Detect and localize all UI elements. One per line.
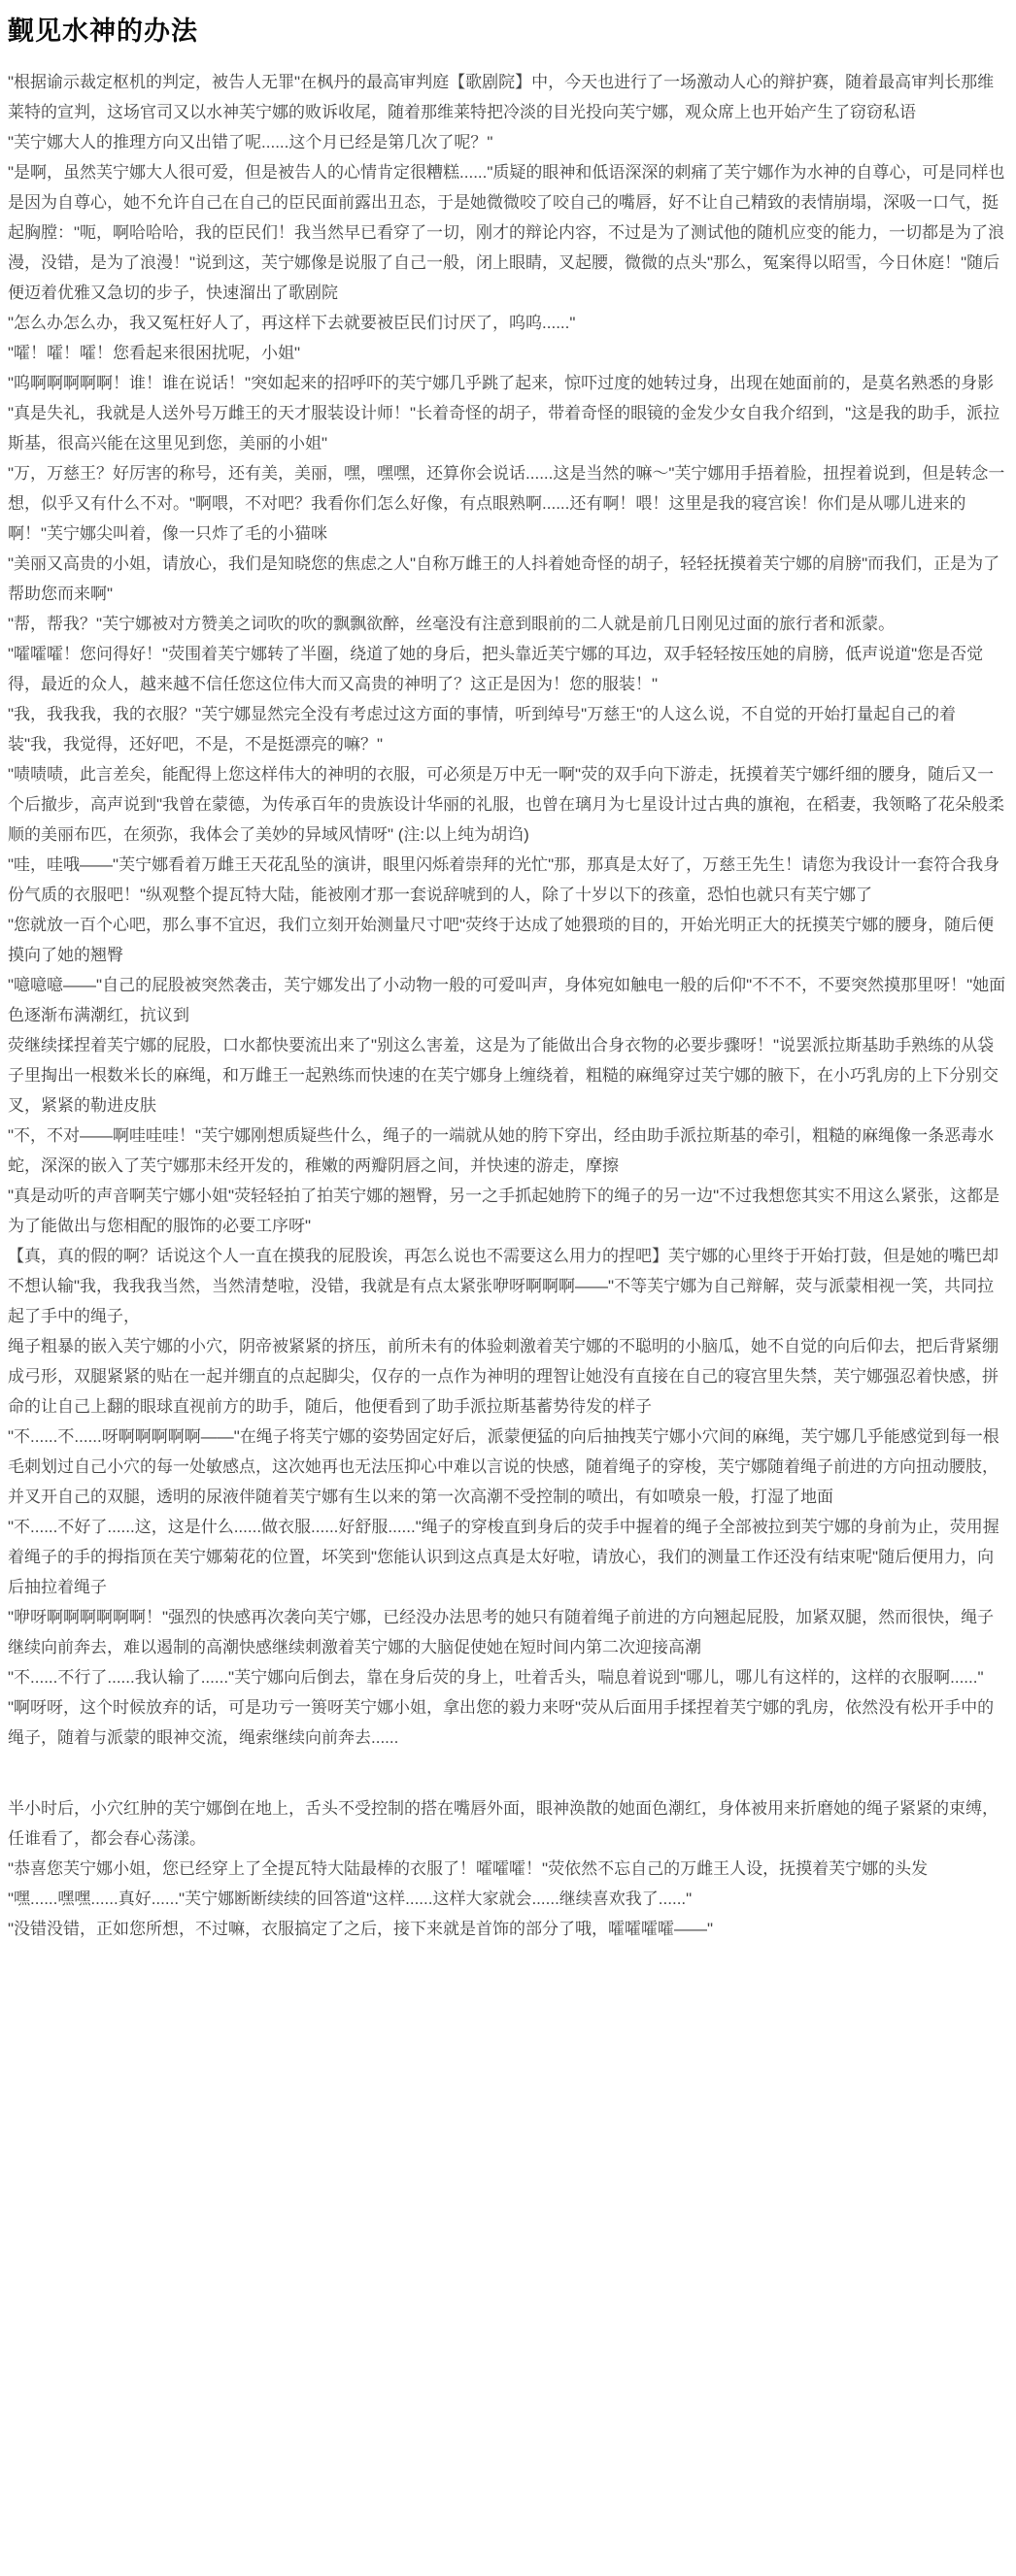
story-paragraph: "嚯嚯嚯！您问得好！"荧围着芙宁娜转了半圈，绕道了她的身后，把头靠近芙宁娜的耳边，双手轻轻按压她的肩膀，低声说道"您是否觉得，最近的众人，越来越不信任您这位伟大而又高贵的神明了？这正是因为！您的服装！" — [8, 645, 984, 693]
story-paragraph: "嚯！嚯！嚯！您看起来很困扰呢，小姐" — [8, 344, 301, 362]
story-paragraph: "根据谕示裁定枢机的判定，被告人无罪"在枫丹的最高审判庭【歌剧院】中，今天也进行了一场激动人心的辩护赛，随着最高审判长那维莱特的宣判，这场官司又以水神芙宁娜的败诉收尾，随着那维莱特把冷淡的目光投向芙宁娜，观众席上也开始产生了窃窃私语 — [8, 73, 995, 121]
story-paragraph: "不......不好了......这，这是什么......做衣服......好舒服......"绳子的穿梭直到身后的荧手中握着的绳子全部被拉到芙宁娜的身前为止，荧用握着绳子的手的拇指顶在芙宁娜菊花的位置，坏笑到"您能认识到这点真是太好啦，请放心，我们的测量工作还没有结束呢"随后便用力，向后抽拉着绳子 — [8, 1518, 999, 1596]
story-paragraph: "帮，帮我？"芙宁娜被对方赞美之词吹的吹的飘飘欲醉，丝毫没有注意到眼前的二人就是前几日刚见过面的旅行者和派蒙。 — [8, 615, 896, 633]
story-paragraph: "咿呀啊啊啊啊啊啊！"强烈的快感再次袭向芙宁娜，已经没办法思考的她只有随着绳子前进的方向翘起屁股，加紧双腿，然而很快，绳子继续向前奔去，难以遏制的高潮快感继续刺激着芙宁娜的大脑促使她在短时间内第二次迎接高潮 — [8, 1608, 995, 1656]
story-paragraph: "万，万慈王？好厉害的称号，还有美，美丽，嘿，嘿嘿，还算你会说话......这是当然的嘛～"芙宁娜用手捂着脸，扭捏着说到，但是转念一想，似乎又有什么不对。"啊喂，不对吧？我看你们怎么好像，有点眼熟啊......还有啊！喂！这里是我的寝宫诶！你们是从哪儿进来的啊！"芙宁娜尖叫着，像一只炸了毛的小猫咪 — [8, 464, 1005, 543]
story-paragraph: 荧继续揉捏着芙宁娜的屁股，口水都快要流出来了"别这么害羞，这是为了能做出合身衣物的必要步骤呀！"说罢派拉斯基助手熟练的从袋子里掏出一根数米长的麻绳，和万雌王一起熟练而快速的在芙宁娜身上缠绕着，粗糙的麻绳穿过芙宁娜的腋下，在小巧乳房的上下分别交叉，紧紧的勒进皮肤 — [8, 1036, 999, 1115]
story-paragraph: "恭喜您芙宁娜小姐，您已经穿上了全提瓦特大陆最棒的衣服了！嚯嚯嚯！"荧依然不忘自己的万雌王人设，抚摸着芙宁娜的头发 — [8, 1859, 929, 1878]
story-paragraph: "嘿......嘿嘿......真好......"芙宁娜断断续续的回答道"这样......这样大家就会......继续喜欢我了......" — [8, 1890, 693, 1908]
story-paragraph: "芙宁娜大人的推理方向又出错了呢......这个月已经是第几次了呢？" — [8, 133, 493, 151]
story-paragraph: "哇，哇哦——"芙宁娜看着万雌王天花乱坠的演讲，眼里闪烁着崇拜的光忙"那，那真是太好了，万慈王先生！请您为我设计一套符合我身份气质的衣服吧！"纵观整个提瓦特大陆，能被刚才那一套说辞唬到的人，除了十岁以下的孩童，恐怕也就只有芙宁娜了 — [8, 855, 1000, 904]
story-paragraph: "不，不对——啊哇哇哇！"芙宁娜刚想质疑些什么，绳子的一端就从她的胯下穿出，经由助手派拉斯基的牵引，粗糙的麻绳像一条恶毒水蛇，深深的嵌入了芙宁娜那未经开发的，稚嫩的两瓣阴唇之间，并快速的游走，摩擦 — [8, 1126, 995, 1175]
story-paragraph: "真是动听的声音啊芙宁娜小姐"荧轻轻拍了拍芙宁娜的翘臀，另一之手抓起她胯下的绳子的另一边"不过我想您其实不用这么紧张，这都是为了能做出与您相配的服饰的必要工序呀" — [8, 1187, 1000, 1235]
story-paragraph: "啊呀呀，这个时候放弃的话，可是功亏一篑呀芙宁娜小姐，拿出您的毅力来呀"荧从后面用手揉捏着芙宁娜的乳房，依然没有松开手中的绳子，随着与派蒙的眼神交流，绳索继续向前奔去...... — [8, 1698, 995, 1747]
story-paragraph: "美丽又高贵的小姐，请放心，我们是知晓您的焦虑之人"自称万雌王的人抖着她奇怪的胡子，轻轻抚摸着芙宁娜的肩膀"而我们，正是为了帮助您而来啊" — [8, 554, 1000, 603]
page-title: 觐见水神的办法 — [8, 17, 198, 46]
story-paragraph: "真是失礼，我就是人送外号万雌王的天才服装设计师！"长着奇怪的胡子，带着奇怪的眼镜的金发少女自我介绍到，"这是我的助手，派拉斯基，很高兴能在这里见到您，美丽的小姐" — [8, 404, 1000, 452]
story-paragraph: "我，我我我，我的衣服？"芙宁娜显然完全没有考虑过这方面的事情，听到绰号"万慈王"的人这么说，不自觉的开始打量起自己的着装"我，我觉得，还好吧，不是，不是挺漂亮的嘛？" — [8, 705, 957, 753]
story-paragraph: "您就放一百个心吧，那么事不宜迟，我们立刻开始测量尺寸吧"荧终于达成了她猥琐的目的，开始光明正大的抚摸芙宁娜的腰身，随后便摸向了她的翘臀 — [8, 916, 995, 964]
story-paragraph: "啧啧啧，此言差矣，能配得上您这样伟大的神明的衣服，可必须是万中无一啊"荧的双手向下游走，抚摸着芙宁娜纤细的腰身，随后又一个后撤步，高声说到"我曾在蒙德，为传承百年的贵族设计华丽的礼服，也曾在璃月为七星设计过古典的旗袍，在稻妻，我领略了花朵般柔顺的美丽布匹，在须弥，我体会了美妙的异域风情呀" (注:以上纯为胡诌) — [8, 765, 1005, 844]
story-paragraph: "没错没错，正如您所想，不过嘛，衣服搞定了之后，接下来就是首饰的部分了哦，嚯嚯嚯嚯——" — [8, 1920, 714, 1938]
story-paragraph: 【真，真的假的啊？话说这个人一直在摸我的屁股诶，再怎么说也不需要这么用力的捏吧】芙宁娜的心里终于开始打鼓，但是她的嘴巴却不想认输"我，我我我当然，当然清楚啦，没错，我就是有点太紧张咿呀啊啊啊——"不等芙宁娜为自己辩解，荧与派蒙相视一笑，共同拉起了手中的绳子， — [8, 1247, 999, 1325]
story-paragraph: "呜啊啊啊啊啊！谁！谁在说话！"突如起来的招呼吓的芙宁娜几乎跳了起来，惊吓过度的她转过身，出现在她面前的，是莫名熟悉的身影 — [8, 374, 995, 392]
story-paragraph: "是啊，虽然芙宁娜大人很可爱，但是被告人的心情肯定很糟糕......"质疑的眼神和低语深深的刺痛了芙宁娜作为水神的自尊心，可是同样也是因为自尊心，她不允许自己在自己的臣民面前露出丑态，于是她微微咬了咬自己的嘴唇，好不让自己精致的表情崩塌，深吸一口气，挺起胸膛："呃，啊哈哈哈，我的臣民们！我当然早已看穿了一切，刚才的辩论内容，不过是为了测试他的随机应变的能力，一切都是为了浪漫，没错，是为了浪漫！"说到这，芙宁娜像是说服了自己一般，闭上眼睛，叉起腰，微微的点头"那么，冤案得以昭雪，今日休庭！"随后便迈着优雅又急切的步子，快速溜出了歌剧院 — [8, 163, 1005, 302]
story-paragraph: "噫噫噫——"自己的屁股被突然袭击，芙宁娜发出了小动物一般的可爱叫声，身体宛如触电一般的后仰"不不不，不要突然摸那里呀！"她面色逐渐布满潮红，抗议到 — [8, 976, 1006, 1024]
story-paragraph: "怎么办怎么办，我又冤枉好人了，再这样下去就要被臣民们讨厌了，呜呜......" — [8, 314, 576, 332]
story-paragraph: 半小时后，小穴红肿的芙宁娜倒在地上，舌头不受控制的搭在嘴唇外面，眼神涣散的她面色潮红，身体被用来折磨她的绳子紧紧的束缚，任谁看了，都会春心荡漾。 — [8, 1799, 999, 1848]
story-paragraph: "不......不行了......我认输了......"芙宁娜向后倒去，靠在身后荧的身上，吐着舌头，喘息着说到"哪儿，哪儿有这样的，这样的衣服啊......" — [8, 1668, 984, 1687]
story-paragraph: "不......不......呀啊啊啊啊啊——"在绳子将芙宁娜的姿势固定好后，派蒙便猛的向后抽拽芙宁娜小穴间的麻绳，芙宁娜几乎能感觉到每一根毛刺划过自己小穴的每一处敏感点，这次她再也无法压抑心中难以言说的快感，随着绳子的穿梭，芙宁娜随着绳子前进的方向扭动腰肢，并叉开自己的双腿，透明的尿液伴随着芙宁娜有生以来的第一次高潮不受控制的喷出，有如喷泉一般，打湿了地面 — [8, 1427, 999, 1506]
story-paragraph: 绳子粗暴的嵌入芙宁娜的小穴，阴帝被紧紧的挤压，前所未有的体验刺激着芙宁娜的不聪明的小脑瓜，她不自觉的向后仰去，把后背紧绷成弓形，双腿紧紧的贴在一起并绷直的点起脚尖，仅存的一点作为神明的理智让她没有直接在自己的寝宫里失禁，芙宁娜强忍着快感，拼命的让自己上翻的眼球直视前方的助手，随后，他便看到了助手派拉斯基蓄势待发的样子 — [8, 1337, 999, 1416]
